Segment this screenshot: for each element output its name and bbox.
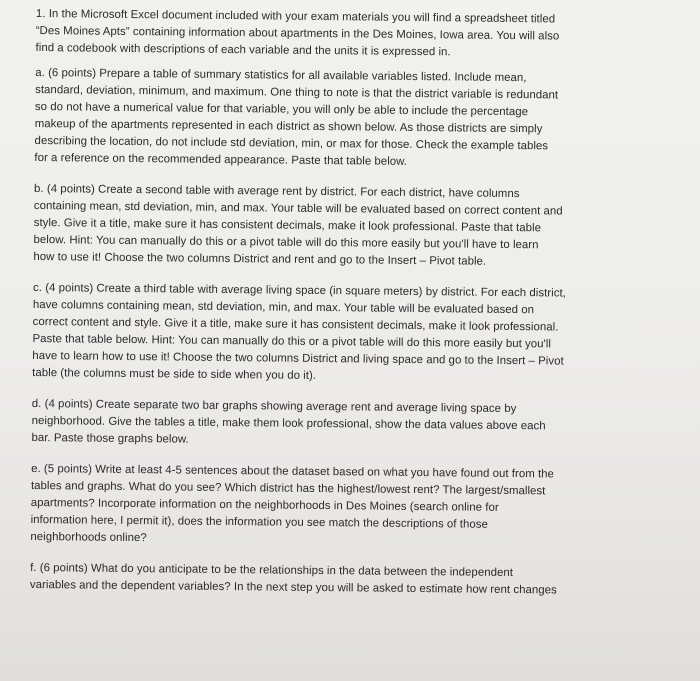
text-line: bar. Paste those graphs below. — [31, 431, 189, 446]
question-e — [30, 461, 681, 553]
text-line: below. Hint: You can manually do this or a pivot table will do this more easily but you'll have to learn — [33, 233, 539, 252]
text-line: tables and graphs. What do you see? Which district has the highest/lowest rent? The largest/smallest — [30, 479, 546, 498]
question-d — [31, 396, 681, 454]
text-line: have columns containing mean, std deviation, min, and max. Your table will be evaluated based on — [32, 298, 535, 317]
text-line: for a reference on the recommended appearance. Paste that table below. — [34, 151, 408, 168]
text-line: style. Give it a title, make sure it has consistent decimals, make it look professional. Paste that table — [33, 216, 542, 235]
text-line: standard, deviation, minimum, and maximum. One thing to note is that the district variable is redundant — [35, 83, 559, 102]
text-line: e. (5 points) Write at least 4-5 sentences about the dataset based on what you have found out from the — [31, 462, 555, 481]
text-line: makeup of the apartments represented in each district as shown below. As those districts are simply — [34, 117, 543, 136]
text-line: neighborhood. Give the tables a title, make them look professional, show the data values above each — [31, 414, 546, 433]
text-line: how to use it! Choose the two columns District and rent and go to the Insert – Pivot table. — [33, 250, 487, 268]
text-line: 1. In the Microsoft Excel document included with your exam materials you will find a spreadsheet titled — [35, 7, 556, 26]
text-line: c. (4 points) Create a third table with average living space (in square meters) by district. For each district, — [32, 281, 566, 300]
text-line: variables and the dependent variables? In the next step you will be asked to estimate how rent changes — [29, 578, 557, 597]
text-line: “Des Moines Apts” containing information about apartments in the Des Moines, Iowa area. You will also — [35, 24, 560, 43]
text-line: d. (4 points) Create separate two bar graphs showing average rent and average living space by — [31, 397, 517, 416]
text-line: b. (4 points) Create a second table with average rent by district. For each district, have columns — [34, 182, 520, 201]
question-f — [30, 560, 680, 601]
text-line: correct content and style. Give it a title, make sure it has consistent decimals, make it look professional. — [32, 315, 559, 334]
text-line: a. (6 points) Prepare a table of summary statistics for all available variables listed. Include mean, — [35, 66, 527, 85]
text-line: so do not have a numerical value for that variable, you will only be able to include the percentage — [34, 100, 529, 119]
question-1-intro — [35, 6, 685, 64]
text-line: table (the columns must be side to side when you do it). — [32, 366, 317, 382]
text-line: information here, I permit it), does the information you see match the descriptions of those — [30, 513, 488, 531]
text-line: find a codebook with descriptions of each variable and the units it is expressed in. — [35, 41, 451, 59]
exam-sheet — [30, 6, 686, 615]
question-a — [34, 65, 685, 174]
text-line: f. (6 points) What do you anticipate to be the relationships in the data between the independent — [30, 561, 514, 580]
text-line: Paste that table below. Hint: You can manually do this or a pivot table will do this more easily but you'll — [32, 332, 552, 351]
text-line: have to learn how to use it! Choose the two columns District and living space and go to the Insert – Pivot — [32, 349, 564, 368]
text-line: neighborhoods online? — [30, 530, 147, 545]
text-line: containing mean, std deviation, min, and max. Your table will be evaluated based on correct content and — [33, 199, 563, 218]
text-line: describing the location, do not include std deviation, min, or max for those. Check the example tables — [34, 134, 549, 153]
text-line: apartments? Incorporate information on the neighborhoods in Des Moines (search online for — [30, 496, 499, 514]
question-c — [32, 280, 683, 389]
question-b — [33, 181, 684, 273]
